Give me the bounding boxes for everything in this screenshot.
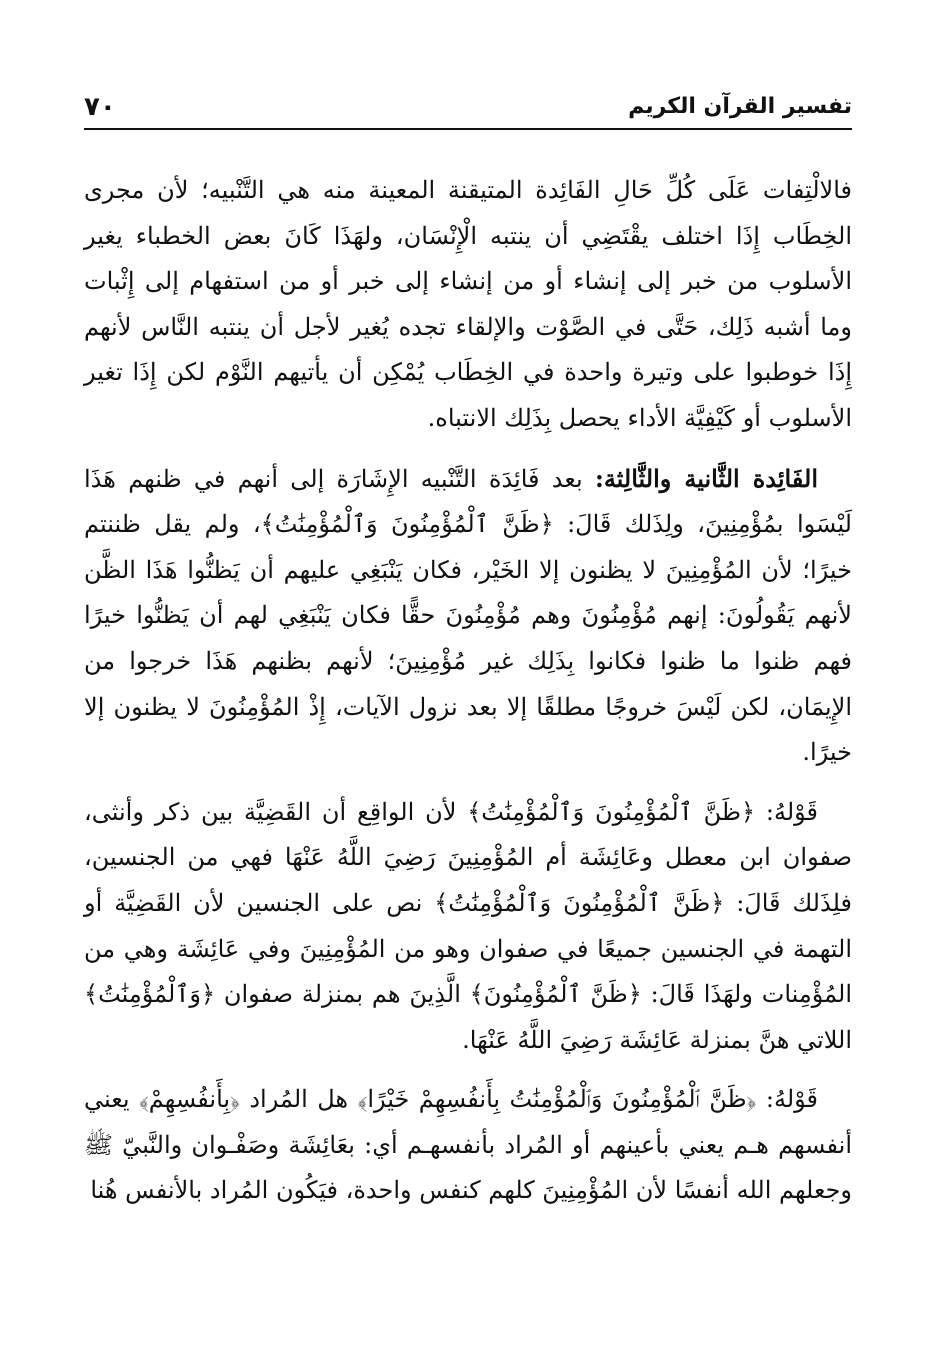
paragraph-text: فالالْتِفات عَلَى كُلِّ حَالِ الفَائِدة المتيقنة المعينة منه هي التَّنْبيه؛ لأن مجرى الخِطَاب إِذَا اختلف يقْتَضِي أن ينتبه الْإِنْسَان، ولهَذَا كَانَ بعض الخطباء يغير الأسلوب من خبر إلى إنشاء أو من إنشاء إلى خبر أو من استفهام إلى إِثْبات وما أشبه ذَلِك، حَتَّى في الصَّوْت والإلقاء تجده يُغير لأجل أن ينتبه النَّاس لأنهم إِذَا خوطبوا على وتيرة واحدة في الخِطَاب يُمْكِن أن يأتيهم النَّوْم لكن إِذَا تغير الأسلوب أو كَيْفِيَّة الأداء يحصل بِذَلِك الانتباه.	[84, 176, 853, 432]
paragraph-text: قَوْلهُ: ﴿ظَنَّ ٱلْمُؤْمِنُونَ وَٱلْمُؤْمِنَٰتُ﴾ لأن الواقِع أن القَضِيَّة بين ذكر وأنثى، صفوان ابن معطل وعَائِشَة أم المُؤْمِنِينَ رَضِيَ اللَّهُ عَنْهَا فهي من الجنسين، فلِذَلك قَالَ: ﴿ظَنَّ ٱلْمُؤْمِنُونَ وَٱلْمُؤْمِنَٰتُ﴾ نص على الجنسين لأن القَضِيَّة أو التهمة في الجنسين جميعًا في صفوان وهو من المُؤْمِنِينَ وفي عَائِشَة وهي من المُؤْمِنات ولهَذَا قَالَ: ﴿ظَنَّ ٱلْمُؤْمِنُونَ﴾ الَّذِينَ هم بمنزلة صفوان ﴿وَٱلْمُؤْمِنَٰتُ﴾ اللاتي هنَّ بمنزلة عَائِشَة رَضِيَ اللَّهُ عَنْهَا.	[84, 797, 852, 1054]
book-title: تفسير القرآن الكريم	[628, 94, 852, 119]
paragraph-text: قَوْلهُ: ﴿ظَنَّ ٱلْمُؤْمِنُونَ وَٱلْمُؤْمِنَٰتُ بِأَنفُسِهِمْ خَيْرًا﴾ هل المُراد ﴿بِأَنفُسِهِمْ﴾ يعني أنفسهم هـم يعني بأعينهم أو المُراد بأنفسهـم أي: بعَائِشَة وصَفْـوان والنَّبيّ ﷺ وجعلهم الله أنفسًا لأن المُؤْمِنِينَ كلهم كنفس واحدة، فيَكُون المُراد بالأنفس هُنا	[84, 1085, 852, 1205]
paragraph-text: بعد فَائِدَة التَّنْبيه الإِشَارَة إلى أنهم في ظنهم هَذَا لَيْسَوا بمُؤْمِنِينَ، ولِذَلك قَالَ: ﴿ظَنَّ ٱلْمُؤْمِنُونَ وَٱلْمُؤْمِنَٰتُ﴾، ولم يقل ظننتم خيرًا؛ لأن المُؤْمِنِينَ لا يظنون إلا الخَيْر، فكان يَنْبَغِي عليهم أن يَظنُّوا هَذَا الظَّن لأنهم يَقُولُونَ: إنهم مُؤْمِنُونَ وهم مُؤْمِنُونَ حقًّا فكان يَنْبَغِي لهم أن يَظنُّوا خيرًا فهم ظنوا ما ظنوا فكانوا بِذَلِك غير مُؤْمِنِينَ؛ لأنهم بظنهم هَذَا خرجوا من الإِيمَان، لكن لَيْسَ خروجًا مطلقًا إلا بعد نزول الآيات، إِذْ المُؤْمِنُونَ لا يظنون إلا خيرًا.	[84, 464, 852, 767]
page-header	[84, 88, 852, 128]
paragraph-lead: الفَائِدة الثَّانية والثَّالِثة:	[594, 463, 818, 493]
paragraph-4	[84, 1077, 852, 1214]
paragraph-2	[84, 456, 852, 776]
page-body	[84, 168, 852, 1228]
header-divider	[84, 128, 852, 130]
paragraph-3	[84, 790, 852, 1064]
paragraph-1	[84, 168, 852, 442]
page-number: ٧٠	[84, 92, 116, 122]
